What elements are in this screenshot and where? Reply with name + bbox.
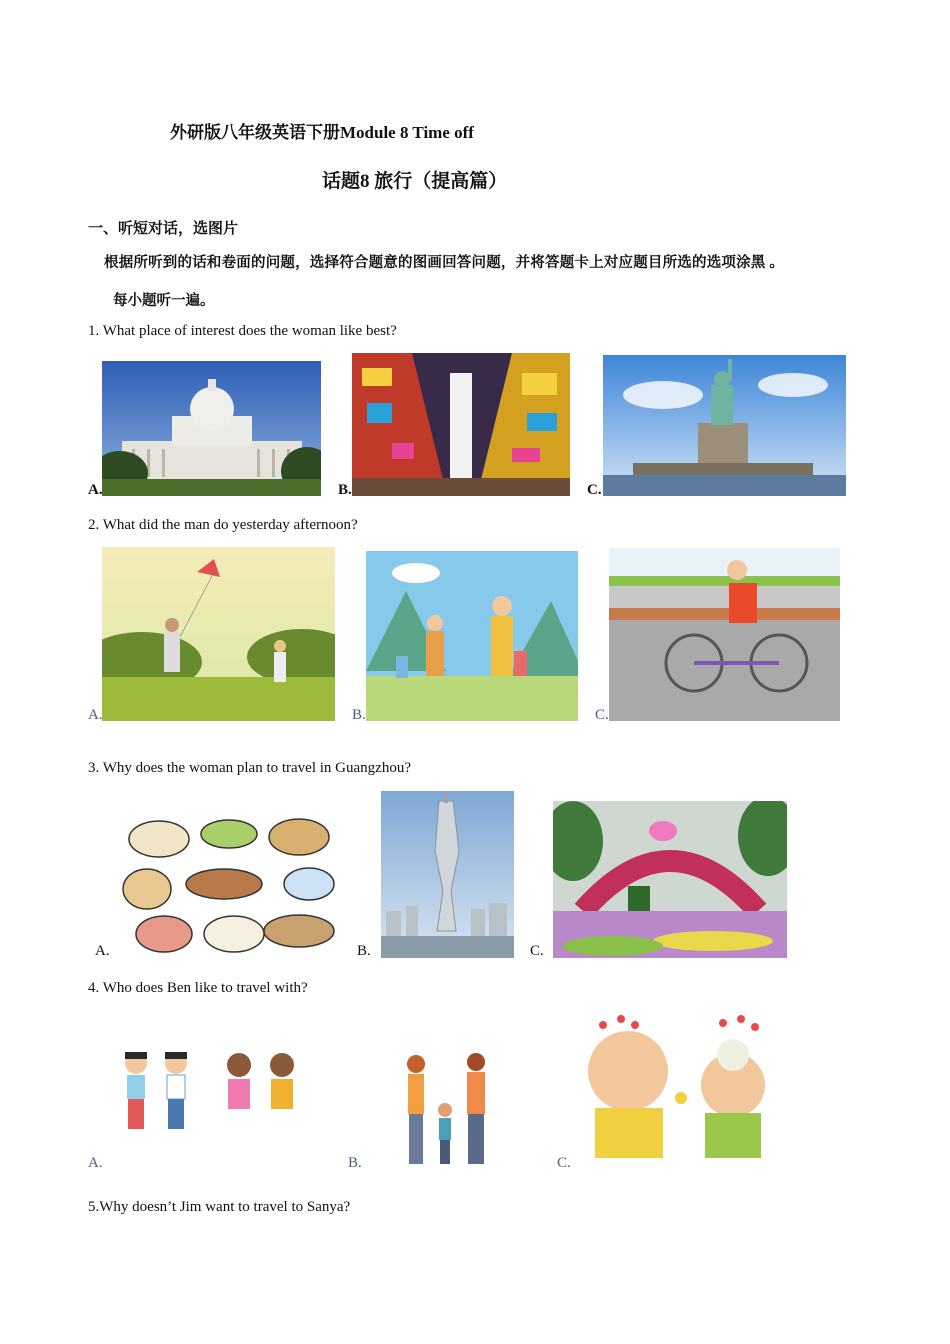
option-a-label: A. [95,943,110,959]
canton-tower-image [381,791,514,958]
option-a-label: A. [88,707,103,723]
friends-cartoon-image [114,1047,304,1135]
question-3-text: 3. Why does the woman plan to travel in Guangzhou? [88,760,411,776]
capitol-building-image [102,361,321,496]
question-1-text: 1. What place of interest does the woman like best? [88,323,397,339]
hiking-family-cartoon-image [366,551,578,721]
times-square-image [352,353,570,496]
flying-kite-image [102,547,335,721]
flower-garden-image [553,801,787,958]
option-c-label: C. [557,1155,571,1171]
option-c-label: C. [595,707,609,723]
question-4-text: 4. Who does Ben like to travel with? [88,980,308,996]
option-a-label: A. [88,482,103,498]
option-c-label: C. [587,482,602,498]
grandparents-cartoon-image [573,1013,784,1169]
question-5-text: 5.Why doesn’t Jim want to travel to Sanya? [88,1199,351,1215]
option-b-label: B. [352,707,366,723]
family-cartoon-image [398,1050,495,1170]
document-title: 外研版八年级英语下册Module 8 Time off [170,123,474,142]
instruction-text: 根据所听到的话和卷面的问题，选择符合题意的图画回答问题，并将答题卡上对应题目所选的选项涂黑 。 [104,255,785,271]
section-heading: 一、听短对话，选图片 [88,221,239,237]
question-2-text: 2. What did the man do yesterday afternoon? [88,517,358,533]
option-c-label: C. [530,943,544,959]
instruction-text-2: 每小题听一遍。 [113,293,215,309]
option-a-label: A. [88,1155,103,1171]
statue-of-liberty-image [603,355,846,496]
topic-title: 话题8 旅行（提高篇） [322,171,508,192]
food-dishes-image [119,809,340,958]
option-b-label: B. [348,1155,362,1171]
option-b-label: B. [357,943,371,959]
option-b-label: B. [338,482,352,498]
cycling-cartoon-image [609,548,840,721]
